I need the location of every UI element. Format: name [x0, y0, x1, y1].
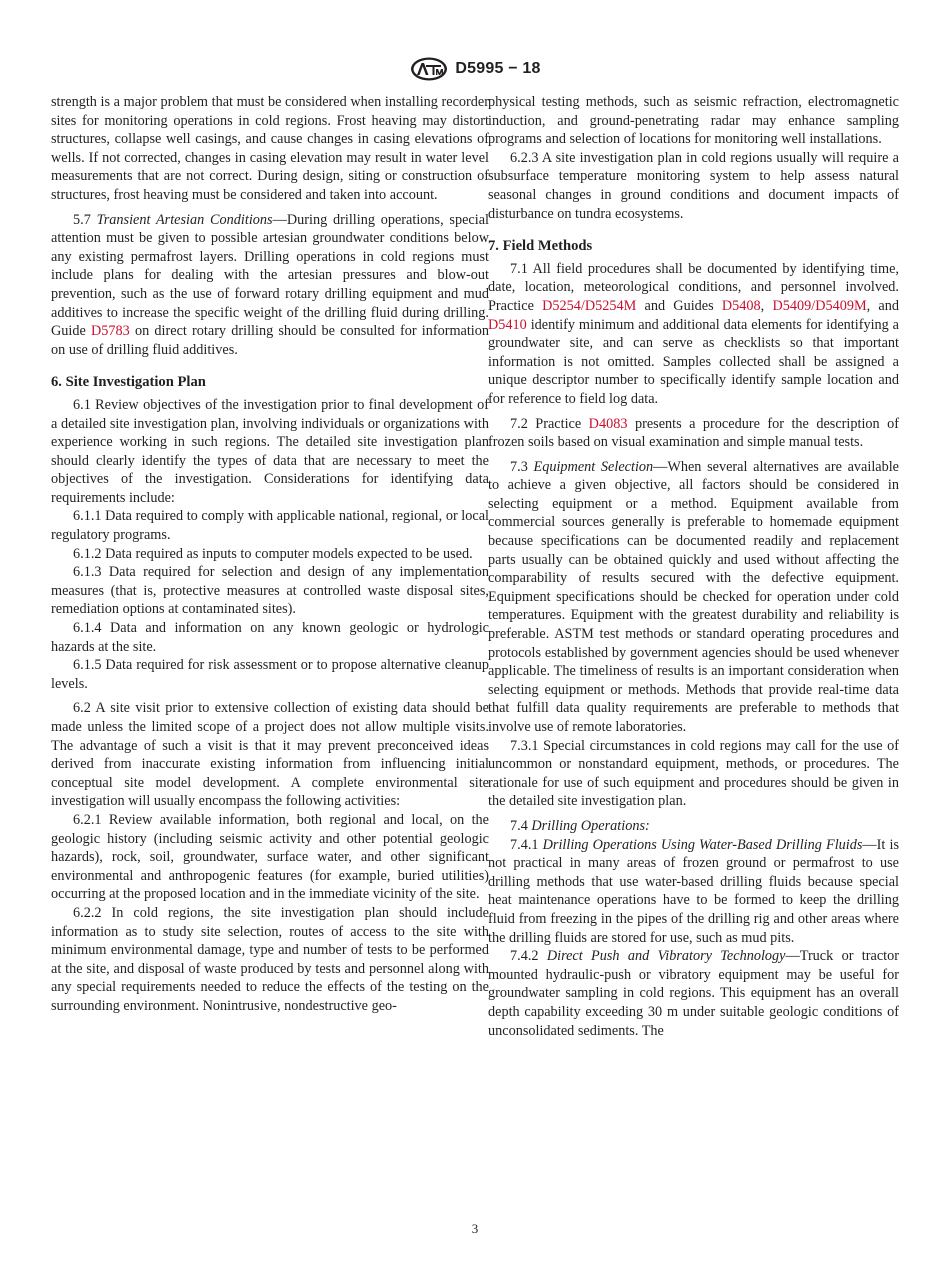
paragraph-text: and Guides [644, 297, 714, 314]
paragraph-6-1-3: 6.1.3 Data required for selection and design of any implementation measures (that is, protective measures at controlled waste disposal sites, remediation options at contaminated sites). [51, 564, 489, 618]
link-d5408[interactable]: D5408 [721, 297, 761, 314]
right-column [488, 93, 899, 1040]
paragraph-7-3-1: 7.3.1 Special circumstances in cold regions may call for the use of uncommon or nonstandard equipment, methods, or procedures. The rationale for use of such equipment and procedures should be given in the detailed site investigation plan. [488, 737, 899, 810]
paragraph-text: on direct rotary drilling should be consulted for information on use of drilling fluid additives. [51, 323, 490, 358]
paragraph-text: —When several alternatives are available to achieve a given objective, all factors should be considered in selecting equipment or a method. Equipment available from commercial sources generally is preferable to homemade equipment because specifications can be documented readily and replacement parts usually can be obtained quickly and used without affecting the comparability of results secured with the defective equipment. Equipment specifications should be checked for operation under cold temperatures. Equipment with the greatest durability and reliability is preferable. ASTM test methods or standard operating procedures and protocols established by government agencies should be used whenever applicable. The timeliness of results is an important consideration when selecting equipment or methods. Methods that provide real-time data that fulfill data quality requirements are preferable to methods that involve use of remote laboratories. [488, 458, 900, 735]
section-heading-7: 7. Field Methods [488, 238, 593, 255]
section-title: Equipment Selection [533, 458, 654, 475]
paragraph-text: presents a procedure for the description of frozen soils based on visual examination and simple manual tests. [488, 415, 900, 451]
link-d5254[interactable]: D5254/D5254M [542, 297, 637, 314]
paragraph-text: 7.2 Practice [510, 415, 582, 432]
paragraph-7-3 [488, 458, 899, 737]
section-title: Direct Push and Vibratory Technology [546, 948, 786, 965]
section-heading-6: 6. Site Investigation Plan [51, 374, 206, 391]
link-d5409[interactable]: D5409/D5409M [772, 297, 867, 314]
paragraph-text: , [760, 297, 765, 314]
paragraph-6-1-2: 6.1.2 Data required as inputs to computer models expected to be used. [73, 545, 473, 562]
paragraph-6-2-2: 6.2.2 In cold regions, the site investigation plan should include information as to study site selection, routes of access to the site with minimum environmental damage, type and number of tests to be performed at the site, and disposal of waste produced by tests and personnel along with any special requirements needed to reduce the effects of the testing on the surrounding environment. Nonintrusive, nondestructive geo- [51, 904, 489, 1014]
link-d5410[interactable]: D5410 [488, 316, 527, 333]
paragraph-5-6-continued: strength is a major problem that must be considered when installing recorder sites for monitoring operations in cold regions. Frost heaving may distort structures, collapse well casings, and cause changes in casing elevations of wells. If not corrected, changes in casing elevation may result in water level measurements that are not correct. During design, siting or construction of structures, frost heaving must be considered and taken into account. [51, 94, 489, 203]
paragraph-6-1-4: 6.1.4 Data and information on any known geologic or hydrologic hazards at the site. [51, 620, 489, 655]
link-d4083[interactable]: D4083 [588, 415, 628, 432]
paragraph-7-4-2 [488, 947, 899, 1040]
paragraph-6-1-5: 6.1.5 Data required for risk assessment or to propose alternative cleanup levels. [51, 657, 489, 692]
paragraph-text: —It is not practical in many areas of frozen ground or permafrost to use drilling methods that use water-based drilling fluids because special heat maintenance operations have to be formed to keep the drilling fluid from freezing in the pipes of the drilling rig and other areas where the drilling fluids are stored for use, such as mud pits. [488, 836, 899, 946]
paragraph-text: 7.1 All field procedures shall be documented by identifying time, date, location, meteorological conditions, and personnel involved. Practice [488, 260, 899, 314]
page-number: 3 [471, 1221, 479, 1236]
section-number: 7.4.1 [510, 836, 539, 853]
paragraph-6-2-3: 6.2.3 A site investigation plan in cold regions usually will require a subsurface temperature monitoring system to help assess natural seasonal changes in ground conditions and document impacts of disturbance on tundra ecosystems. [488, 149, 899, 222]
astm-logo-icon [409, 56, 449, 82]
section-number: 5.7 [73, 211, 91, 228]
paragraph-text: —Truck or tractor mounted hydraulic-push or vibratory equipment may be useful for groundwater sampling in cold regions. This equipment has an overall depth capability exceeding 30 m under suitable geologic conditions of unconsolidated sediments. The [488, 948, 899, 1039]
paragraph-6-1-1: 6.1.1 Data required to comply with applicable national, regional, or local regulatory programs. [51, 508, 489, 544]
link-d5783[interactable]: D5783 [91, 323, 130, 340]
section-number: 7.4.2 [510, 948, 539, 965]
section-number: 7.4 [510, 817, 528, 834]
paragraph-text: , and [866, 297, 899, 314]
section-number: 7.3 [510, 458, 528, 475]
section-title: Drilling Operations: [531, 817, 650, 834]
paragraph-text: identify minimum and additional data elements for identifying a groundwater site, and can serve as checklists so that important information is not omitted. Samples collected shall be assigned a unique descriptor number to specifically identify sample location and for reference to field log data. [488, 316, 899, 407]
paragraph-7-2 [488, 415, 899, 452]
paragraph-7-4-1 [488, 836, 899, 948]
section-title: Transient Artesian Conditions [96, 211, 273, 228]
header-inner [409, 56, 540, 82]
paragraph-6-2-2-continued: physical testing methods, such as seismic refraction, electromagnetic induction, and ground-penetrating radar may enhance sampling programs and selection of locations for monitoring well installations. [488, 94, 899, 148]
paragraph-7-1 [488, 260, 899, 409]
paragraph-6-2: 6.2 A site visit prior to extensive collection of existing data should be made unless the limited scope of a project does not allow multiple visits. The advantage of such a visit is that it may prevent preconceived ideas derived from inaccurate existing information from influencing initial conceptual site model development. A complete environmental site investigation will usually encompass the following activities: [51, 700, 489, 810]
paragraph-7-4 [488, 817, 899, 836]
left-column [51, 93, 489, 1016]
page-header [0, 56, 950, 87]
paragraph-6-1: 6.1 Review objectives of the investigation prior to final development of a detailed site investigation plan, involving individuals or organizations with experience working in such regions. The detailed site investigation plan should clearly identify the types of data that are necessary to meet the objectives of the investigation. Considerations for identifying data requirements include: [51, 396, 489, 506]
section-title: Drilling Operations Using Water-Based Drilling Fluids [542, 836, 863, 853]
paragraph-5-7 [51, 211, 489, 360]
standard-designation: D5995 − 18 [455, 60, 541, 77]
paragraph-text: —During drilling operations, special attention must be given to possible artesian groundwater conditions below any existing permafrost layers. Drilling operations in cold regions must include plans for dealing with the artesian pressures and blow-out prevention, such as the use of forward rotary drilling equipment and mud additives to increase the specific weight of the drilling fluid during drilling. Guide [51, 211, 489, 340]
paragraph-6-2-1: 6.2.1 Review available information, both regional and local, on the geologic history (including seismic activity and other potential geologic hazards), rock, soil, groundwater, surface water, and other significant environmental and anthropogenic features (for example, buried utilities) occurring at the proposed location and in the immediate vicinity of the site. [51, 811, 489, 903]
